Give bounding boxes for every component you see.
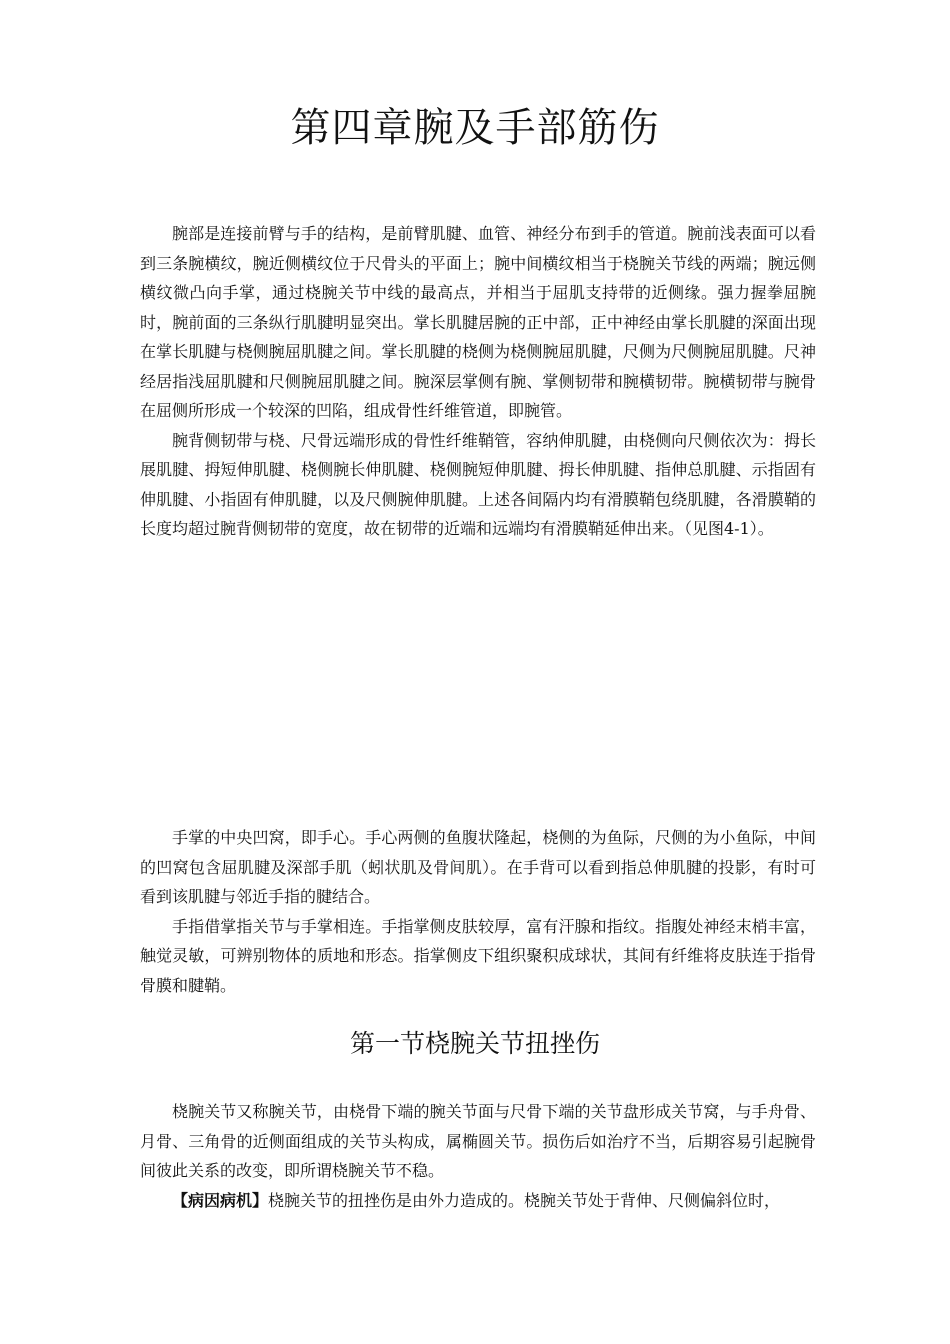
section1-paragraph-2 [140, 1186, 816, 1216]
hand-paragraph-2: 手指借掌指关节与手掌相连。手指掌侧皮肤较厚，富有汗腺和指纹。指腹处神经末梢丰富，触觉灵敏，可辨别物体的质地和形态。指掌侧皮下组织聚积成球状，其间有纤维将皮肤连于指骨骨膜和腱鞘。 [140, 916, 816, 995]
section1-paragraph-1: 桡腕关节又称腕关节，由桡骨下端的腕关节面与尺骨下端的关节盘形成关节窝，与手舟骨、月骨、三角骨的近侧面组成的关节头构成，属椭圆关节。损伤后如治疗不当，后期容易引起腕骨间彼此关系的改变，即所谓桡腕关节不稳。 [140, 1102, 816, 1180]
hand-section [140, 823, 816, 1000]
intro-paragraph-2: 腕背侧韧带与桡、尺骨远端形成的骨性纤维鞘管，容纳伸肌腱，由桡侧向尺侧依次为：拇长展肌腱、拇短伸肌腱、桡侧腕长伸肌腱、桡侧腕短伸肌腱、拇长伸肌腱、指伸总肌腱、示指固有伸肌腱、小指固有伸肌腱，以及尺侧腕伸肌腱。上述各间隔内均有滑膜鞘包绕肌腱，各滑膜鞘的长度均超过腕背侧韧带的宽度，故在韧带的近端和远端均有滑膜鞘延伸出来。（见图4-1）。 [140, 430, 816, 538]
hand-paragraph-1: 手掌的中央凹窝，即手心。手心两侧的鱼腹状隆起，桡侧的为鱼际，尺侧的为小鱼际，中间的凹窝包含屈肌腱及深部手肌（蚓状肌及骨间肌）。在手背可以看到指总伸肌腱的投影，有时可看到该肌腱与邻近手指的腱结合。 [140, 828, 816, 906]
chapter-title: 第四章腕及手部筋伤 [290, 105, 660, 151]
figure-placeholder [140, 620, 816, 810]
etiology-text: 桡腕关节的扭挫伤是由外力造成的。桡腕关节处于背伸、尺侧偏斜位时， [268, 1190, 781, 1210]
intro-paragraph-1: 腕部是连接前臂与手的结构，是前臂肌腱、血管、神经分布到手的管道。腕前浅表面可以看到三条腕横纹，腕近侧横纹位于尺骨头的平面上；腕中间横纹相当于桡腕关节线的两端；腕远侧横纹微凸向手掌，通过桡腕关节中线的最高点，并相当于屈肌支持带的近侧缘。强力握拳屈腕时，腕前面的三条纵行肌腱明显突出。掌长肌腱居腕的正中部，正中神经由掌长肌腱的深面出现在掌长肌腱与桡侧腕屈肌腱之间。掌长肌腱的桡侧为桡侧腕屈肌腱，尺侧为尺侧腕屈肌腱。尺神经居指浅屈肌腱和尺侧腕屈肌腱之间。腕深层掌侧有腕、掌侧韧带和腕横韧带。腕横韧带与腕骨在屈侧所形成一个较深的凹陷，组成骨性纤维管道，即腕管。 [140, 224, 816, 420]
section-title: 第一节桡腕关节扭挫伤 [349, 1029, 600, 1058]
section1-body [140, 1097, 816, 1215]
etiology-label: 【病因病机】 [172, 1190, 269, 1210]
intro-section [140, 219, 816, 544]
